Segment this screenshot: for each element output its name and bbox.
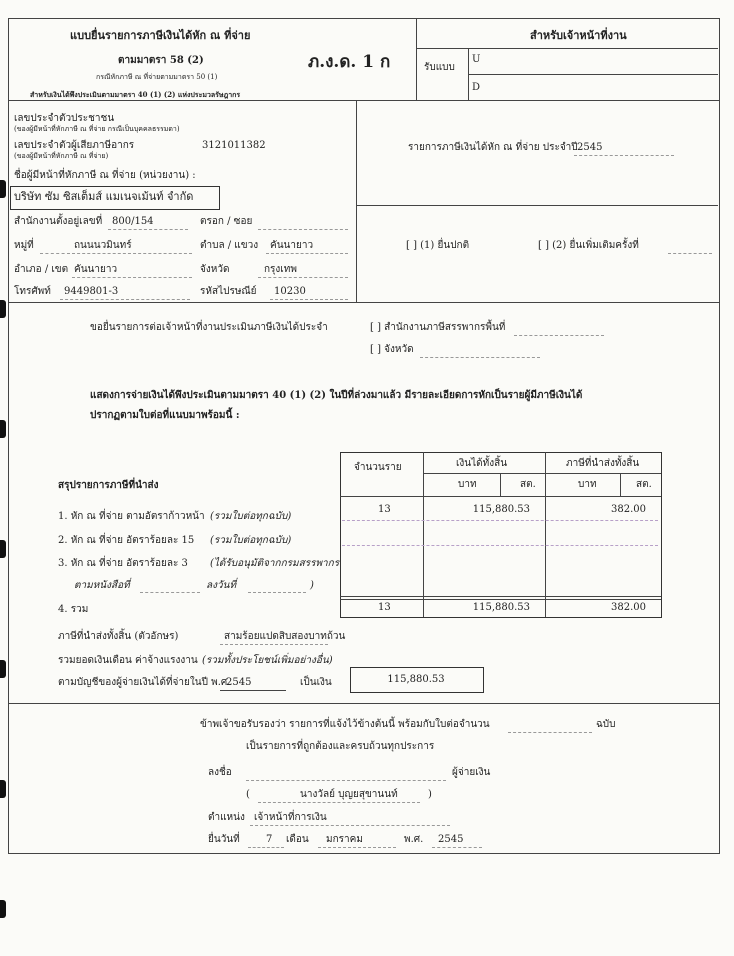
month-label: เดือน	[286, 834, 309, 845]
salary-note: (รวมทั้งประโยชน์เพิ่มอย่างอื่น)	[202, 655, 333, 666]
cert-line-2: เป็นรายการที่ถูกต้องและครบถ้วนทุกประการ	[246, 741, 435, 752]
submission-area-option[interactable]: [ ] สำนักงานภาษีสรรพากรพื้นที่	[370, 322, 506, 333]
district-label: อำเภอ / เขต	[14, 264, 69, 275]
row3-letter-label: ตามหนังสือที่	[74, 580, 130, 591]
filing-normal[interactable]: [ ] (1) ยื่นปกติ	[406, 240, 470, 251]
phone-label: โทรศัพท์	[14, 286, 51, 297]
row-note: (ได้รับอนุมัติจากกรมสรรพากร	[210, 558, 340, 569]
row-u: U	[472, 54, 481, 65]
row-label: 1. หัก ณ ที่จ่าย ตามอัตราก้าวหน้า	[58, 511, 205, 522]
date-month: มกราคม	[326, 834, 363, 845]
tax-words-label: ภาษีที่นำส่งทั้งสิ้น (ตัวอักษร)	[58, 631, 179, 642]
amount-value: 115,880.53	[387, 674, 445, 685]
date-year: 2545	[438, 834, 464, 845]
office-value: 800/154	[112, 216, 154, 227]
amount-label: เป็นเงิน	[300, 677, 332, 688]
subdistrict-value: คันนายาว	[270, 240, 314, 251]
header-tax-satang: สต.	[636, 479, 652, 490]
date-day: 7	[266, 834, 273, 845]
row-tax: 382.00	[611, 504, 646, 515]
cert-copies: ฉบับ	[596, 719, 616, 730]
binder-hole	[0, 900, 6, 918]
declaration-line-2: ปรากฏตามใบต่อที่แนบมาพร้อมนี้ :	[90, 410, 240, 421]
binder-hole	[0, 780, 6, 798]
row-d: D	[472, 82, 481, 93]
office-label: สำนักงานตั้งอยู่เลขที่	[14, 216, 103, 227]
row-label: 2. หัก ณ ที่จ่าย อัตราร้อยละ 15	[58, 535, 195, 546]
header-income-satang: สต.	[520, 479, 536, 490]
name-open: (	[246, 789, 250, 800]
year-label: รายการภาษีเงินได้หัก ณ ที่จ่าย ประจำปี	[408, 142, 578, 153]
postal-label: รหัสไปรษณีย์	[200, 286, 257, 297]
year-label-cert: พ.ศ.	[404, 834, 424, 845]
form-section: ตามมาตรา 58 (2)	[118, 55, 204, 66]
binder-hole	[0, 420, 6, 438]
subdistrict-label: ตำบล / แขวง	[200, 240, 259, 251]
road-value: ถนนนวมินทร์	[74, 240, 132, 251]
id-note: (ของผู้มีหน้าที่หักภาษี ณ ที่จ่าย กรณีเป็นบุคคลธรรมดา)	[14, 125, 180, 133]
salary-label: รวมยอดเงินเดือน ค่าจ้างแรงงาน	[58, 655, 198, 666]
form-sub-note-2: สำหรับเงินได้พึงประเมินตามมาตรา 40 (1) (2) แห่งประมวลรัษฎากร	[30, 90, 241, 99]
header-income-baht: บาท	[458, 479, 477, 490]
account-year: 2545	[226, 677, 252, 688]
submission-province-option[interactable]: [ ] จังหวัด	[370, 344, 414, 355]
row3-date-label: ลงวันที่	[206, 580, 237, 591]
row-note: (รวมใบต่อทุกฉบับ)	[210, 535, 292, 546]
total-tax: 382.00	[611, 602, 646, 613]
province-label: จังหวัด	[200, 264, 230, 275]
year-value: 2545	[577, 142, 603, 153]
payer-name: บริษัท ซัม ซิสเต็มส์ แมเนจเม้นท์ จำกัด	[14, 190, 194, 203]
postal-value: 10230	[274, 286, 306, 297]
position-label: ตำแหน่ง	[208, 812, 245, 823]
header-tax-baht: บาท	[578, 479, 597, 490]
officer-label: สำหรับเจ้าหน้าที่งาน	[530, 29, 627, 42]
form-title: แบบยื่นรายการภาษีเงินได้หัก ณ ที่จ่าย	[70, 29, 251, 42]
total-label: 4. รวม	[58, 604, 89, 615]
date-label: ยื่นวันที่	[208, 834, 240, 845]
cert-line-1: ข้าพเจ้าขอรับรองว่า รายการที่แจ้งไว้ข้างต้นนี้ พร้อมกับใบต่อจำนวน	[200, 719, 490, 730]
row-count: 13	[378, 504, 391, 515]
alley-label: ตรอก / ซอย	[200, 216, 253, 227]
total-count: 13	[378, 602, 391, 613]
binder-hole	[0, 540, 6, 558]
tax-id-note: (ของผู้มีหน้าที่หักภาษี ณ ที่จ่าย)	[14, 152, 109, 160]
account-label: ตามบัญชีของผู้จ่ายเงินได้ที่จ่ายในปี พ.ศ.	[58, 677, 231, 688]
district-value: คันนายาว	[74, 264, 118, 275]
header-tax: ภาษีที่นำส่งทั้งสิ้น	[566, 458, 640, 469]
row3-close: )	[310, 580, 314, 591]
tax-id-label: เลขประจำตัวผู้เสียภาษีอากร	[14, 140, 135, 151]
phone-value: 9449801-3	[64, 286, 119, 297]
row-note: (รวมใบต่อทุกฉบับ)	[210, 511, 292, 522]
tax-id-value: 3121011382	[202, 140, 266, 151]
row-label: 3. หัก ณ ที่จ่าย อัตราร้อยละ 3	[58, 558, 188, 569]
receive-label: รับแบบ	[424, 62, 455, 73]
province-value: กรุงเทพ	[264, 264, 297, 275]
total-income: 115,880.53	[472, 602, 530, 613]
sign-label: ลงชื่อ	[208, 767, 232, 778]
name-label: ชื่อผู้มีหน้าที่หักภาษี ณ ที่จ่าย (หน่วยงาน) :	[14, 170, 196, 181]
payer-label: ผู้จ่ายเงิน	[452, 767, 491, 778]
declaration-line-1: แสดงการจ่ายเงินได้พึงประเมินตามมาตรา 40 (1) (2) ในปีที่ล่วงมาแล้ว มีรายละเอียดการหักเป็นรายผู้มีภาษีเงินได้	[90, 390, 583, 401]
binder-hole	[0, 300, 6, 318]
form-code: ภ.ง.ด. 1 ก	[308, 52, 391, 72]
row-income: 115,880.53	[472, 504, 530, 515]
village-label: หมู่ที่	[14, 240, 34, 251]
signer-name: นางวัลย์ บุญยสุขานนท์	[300, 789, 398, 800]
filing-additional[interactable]: [ ] (2) ยื่นเพิ่มเติมครั้งที่	[538, 240, 639, 251]
submission-label: ขอยื่นรายการต่อเจ้าหน้าที่งานประเมินภาษีเงินได้ประจำ	[90, 322, 328, 333]
binder-hole	[0, 660, 6, 678]
summary-table	[340, 452, 662, 618]
position-value: เจ้าหน้าที่การเงิน	[254, 812, 327, 823]
tax-words-value: สามร้อยแปดสิบสองบาทถ้วน	[224, 631, 346, 642]
id-label: เลขประจำตัวประชาชน	[14, 113, 115, 124]
form-sub-note: กรณีหักภาษี ณ ที่จ่ายตามมาตรา 50 (1)	[96, 73, 218, 81]
summary-title: สรุปรายการภาษีที่นำส่ง	[58, 480, 159, 491]
header-income: เงินได้ทั้งสิ้น	[456, 458, 508, 469]
binder-hole	[0, 180, 6, 198]
name-close: )	[428, 789, 432, 800]
header-count: จำนวนราย	[354, 462, 402, 473]
